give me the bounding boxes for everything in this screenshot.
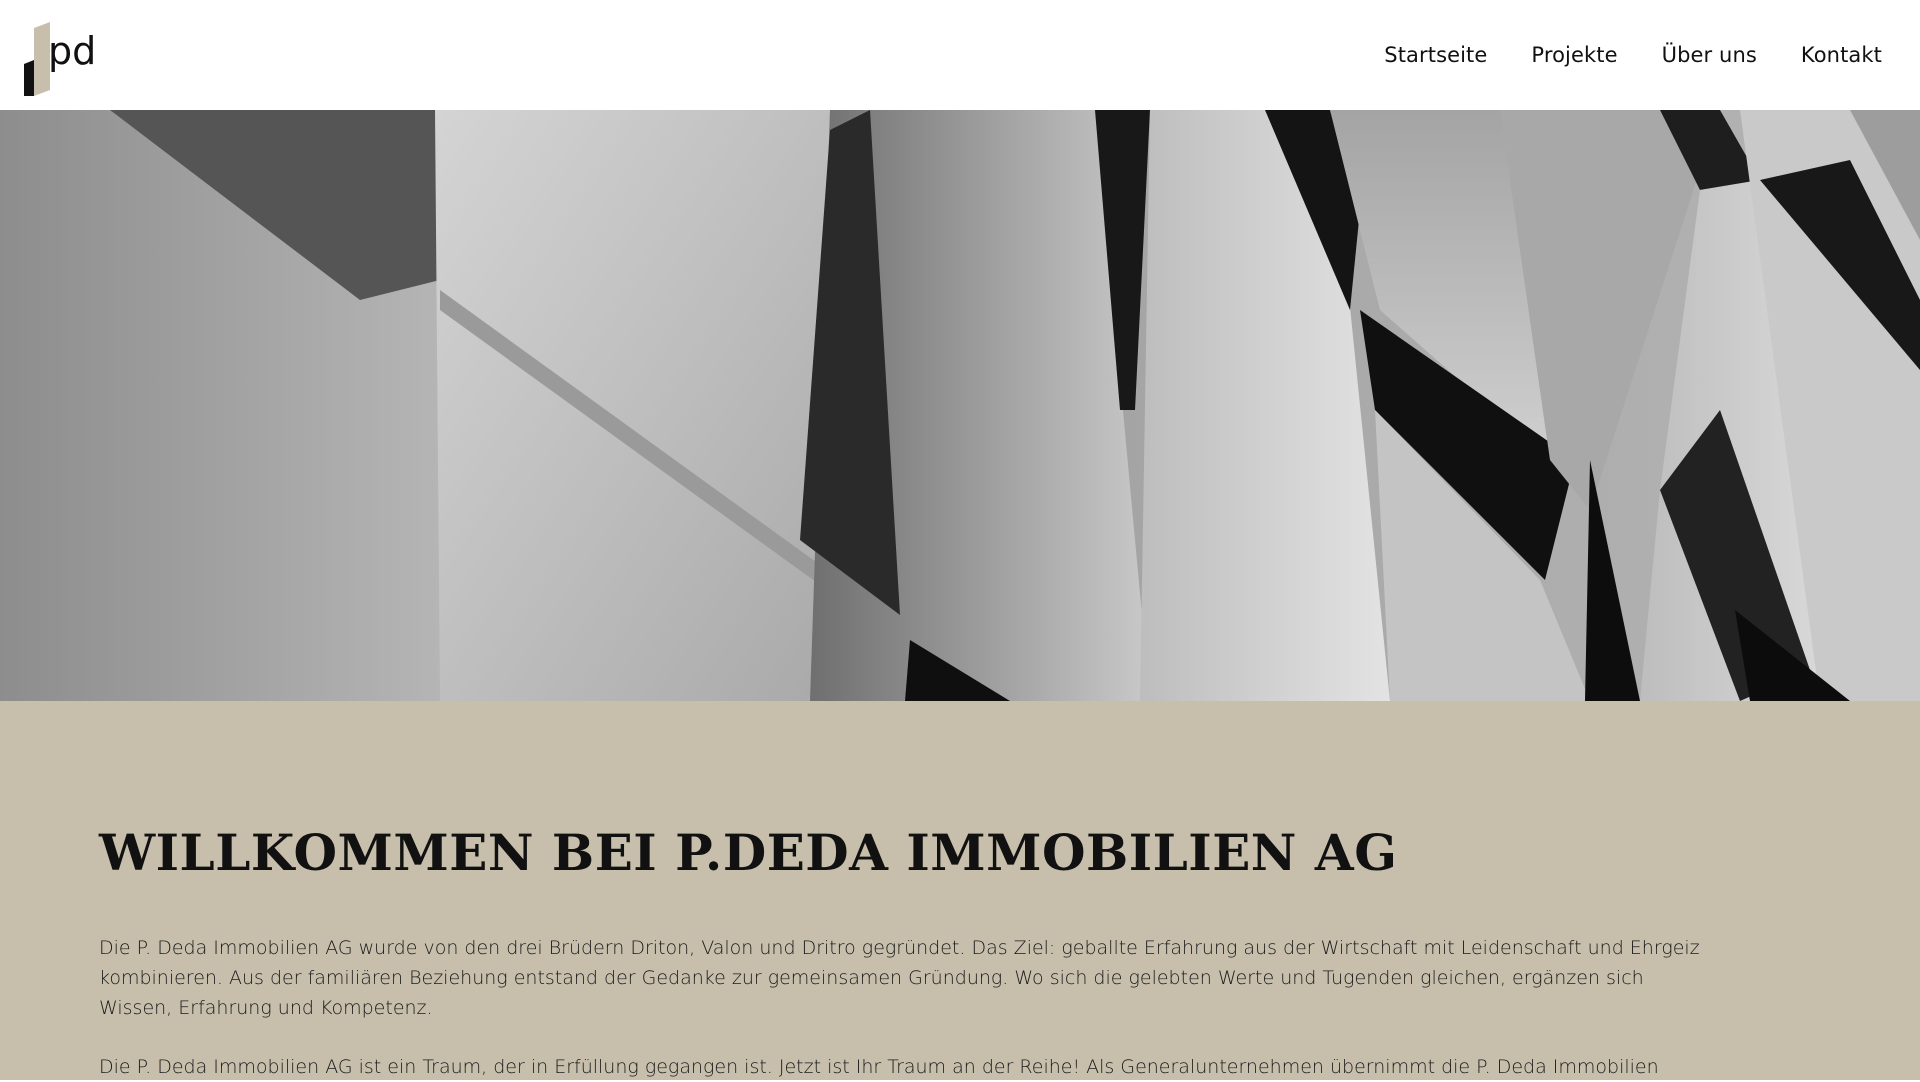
nav-projekte[interactable]: Projekte bbox=[1531, 43, 1618, 67]
intro-paragraph: Die P. Deda Immobilien AG ist ein Traum, der in Erfüllung gegangen ist. Jetzt ist Ihr Traum an der Reihe! Als Generalunternehmen übernimmt die P. Deda Immobilien bbox=[99, 1056, 1659, 1078]
svg-text:pd: pd bbox=[48, 29, 94, 73]
nav-startseite[interactable]: Startseite bbox=[1384, 43, 1488, 67]
intro-section bbox=[0, 701, 1920, 1080]
hero-image bbox=[0, 110, 1920, 701]
intro-paragraph: Die P. Deda Immobilien AG wurde von den drei Brüdern Driton, Valon und Dritro gegründet. Das Ziel: geballte Erfahrung aus der Wirtschaft mit Leidenschaft und Ehrgeiz kombinieren. Aus der familiären Beziehung entstand der Gedanke zur gemeinsamen Gründung. Wo sich die gelebten Werte und Tugenden gleichen, ergänzen sich Wissen, Erfahrung und Kompetenz. bbox=[99, 937, 1700, 1019]
logo-link[interactable] bbox=[24, 14, 94, 96]
pd-logo-icon bbox=[24, 14, 94, 96]
site-header bbox=[0, 0, 1920, 110]
page-title: WILLKOMMEN BEI P.DEDA IMMOBILIEN AG bbox=[99, 823, 1398, 882]
main-nav bbox=[1384, 0, 1882, 110]
nav-kontakt[interactable]: Kontakt bbox=[1800, 43, 1882, 67]
nav-ueber-uns[interactable]: Über uns bbox=[1661, 43, 1757, 67]
architecture-facade-image bbox=[0, 110, 1920, 701]
